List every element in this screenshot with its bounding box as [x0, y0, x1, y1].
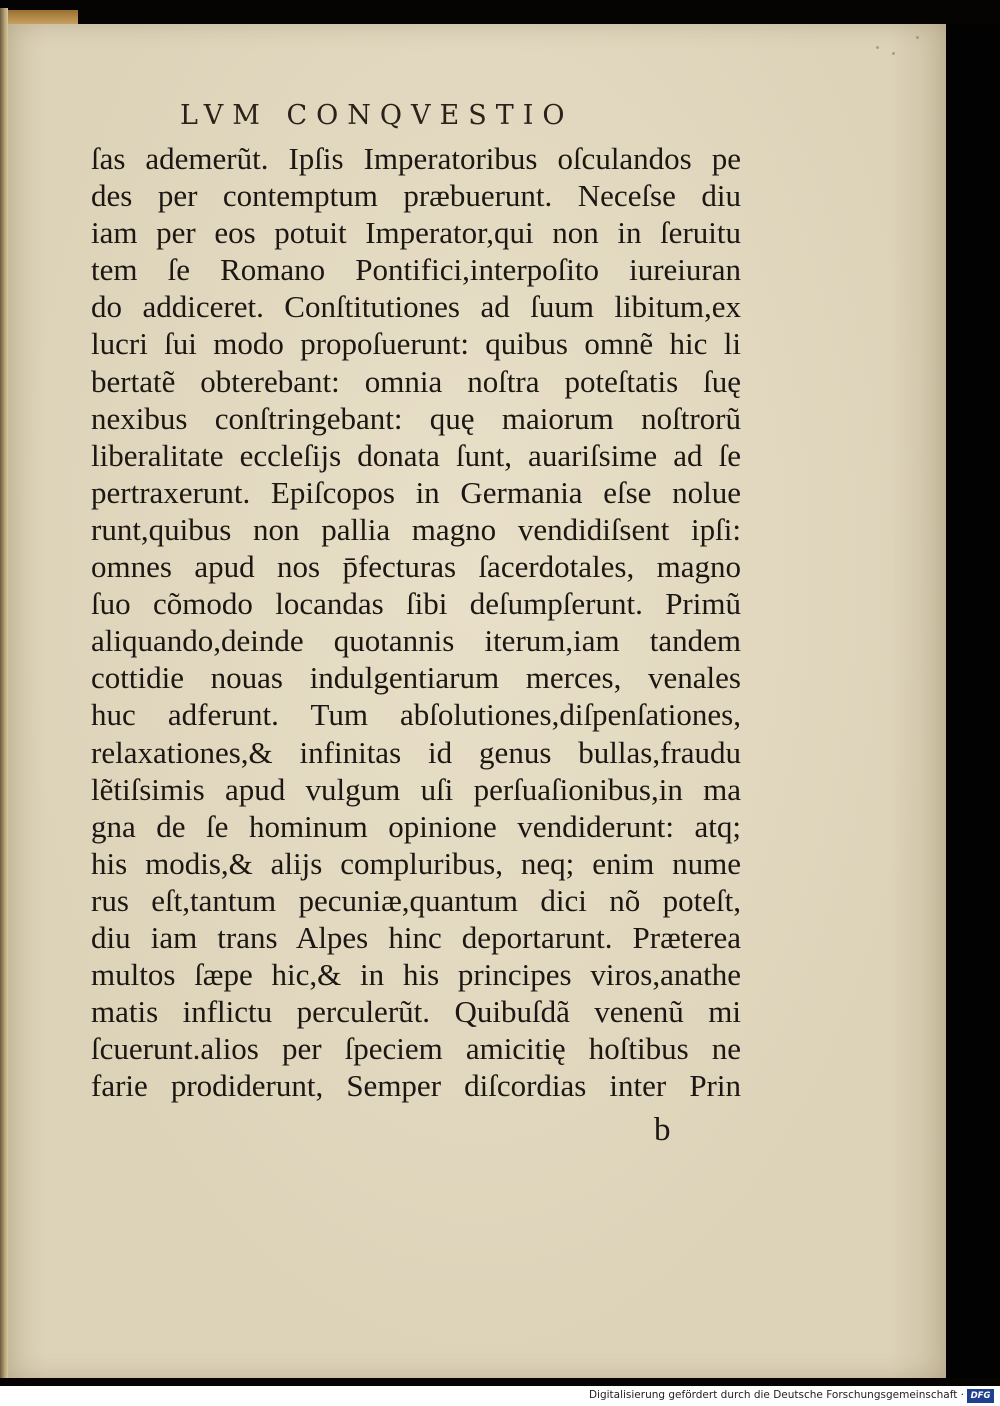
text-line: relaxationes,& infinitas id genus bullas,fraudu — [91, 734, 741, 770]
paper-speck — [916, 36, 919, 39]
text-line: ſas ademerũt. Ipſis Imperatoribus oſculandos pe — [91, 141, 741, 176]
book-spine-edge — [0, 8, 8, 1378]
paper-speck — [876, 46, 879, 49]
text-line: runt,quibus non pallia magno vendidiſsent ipſi: — [91, 511, 741, 547]
text-line: des per contemptum præbuerunt. Neceſse diu — [91, 178, 741, 214]
text-line: nexibus conſtringebant: quę maiorum noſtrorũ — [91, 400, 741, 436]
text-line: diu iam trans Alpes hinc deportarunt. Præterea — [91, 919, 741, 955]
paper-speck — [892, 52, 895, 55]
text-line: cottidie nouas indulgentiarum merces, venales — [91, 660, 741, 696]
funding-credit: Digitalisierung gefördert durch die Deutsche Forschungsgemeinschaft · — [588, 1389, 964, 1401]
scan-background-strip — [946, 24, 1000, 1378]
text-line: tem ſe Romano Pontifici,interpoſito iureiuran — [91, 252, 741, 288]
text-line: gna de ſe hominum opinione vendiderunt: atq; — [91, 808, 741, 844]
text-line: omnes apud nos p̄fecturas ſacerdotales, magno — [91, 549, 741, 585]
text-line: iam per eos potuit Imperator,qui non in ſeruitu — [91, 215, 741, 251]
dfg-logo-icon: DFG — [967, 1389, 994, 1403]
footer-bar — [0, 1386, 1000, 1406]
text-line: liberalitate eccleſijs donata ſunt, auariſsime ad ſe — [91, 437, 741, 473]
text-line: ſuo cõmodo locandas ſibi deſumpſerunt. Primũ — [91, 586, 741, 622]
text-line: pertraxerunt. Epiſcopos in Germania eſse nolue — [91, 474, 741, 510]
text-line: matis inflictu perculerũt. Quibuſdã venenũ mi — [91, 994, 741, 1030]
text-line: do addiceret. Conſtitutiones ad ſuum libitum,ex — [91, 289, 741, 325]
body-text — [91, 140, 741, 1104]
text-line: huc adferunt. Tum abſolutiones,diſpenſationes, — [91, 697, 741, 733]
text-line: his modis,& alijs compluribus, neq; enim nume — [91, 845, 741, 881]
text-line: aliquando,deinde quotannis iterum,iam tandem — [91, 623, 741, 659]
text-line: lucri ſui modo propoſuerunt: quibus omnẽ hic li — [91, 326, 741, 362]
book-edge-stain — [0, 10, 78, 24]
text-line: rus eſt,tantum pecuniæ,quantum dici nõ poteſt, — [91, 882, 741, 918]
text-line: bertatẽ obterebant: omnia noſtra poteſtatis ſuę — [91, 363, 741, 399]
text-line: farie prodiderunt, Semper diſcordias inter Prin — [91, 1068, 741, 1104]
running-head: LVM CONQVESTIO — [180, 100, 574, 131]
text-line: multos ſæpe hic,& in his principes viros,anathe — [91, 957, 741, 993]
text-line: ſcuerunt.alios per ſpeciem amicitię hoſtibus ne — [91, 1031, 741, 1067]
text-line: lẽtiſsimis apud vulgum uſi perſuaſionibus,in ma — [91, 771, 741, 807]
signature-mark: b — [654, 1112, 671, 1148]
